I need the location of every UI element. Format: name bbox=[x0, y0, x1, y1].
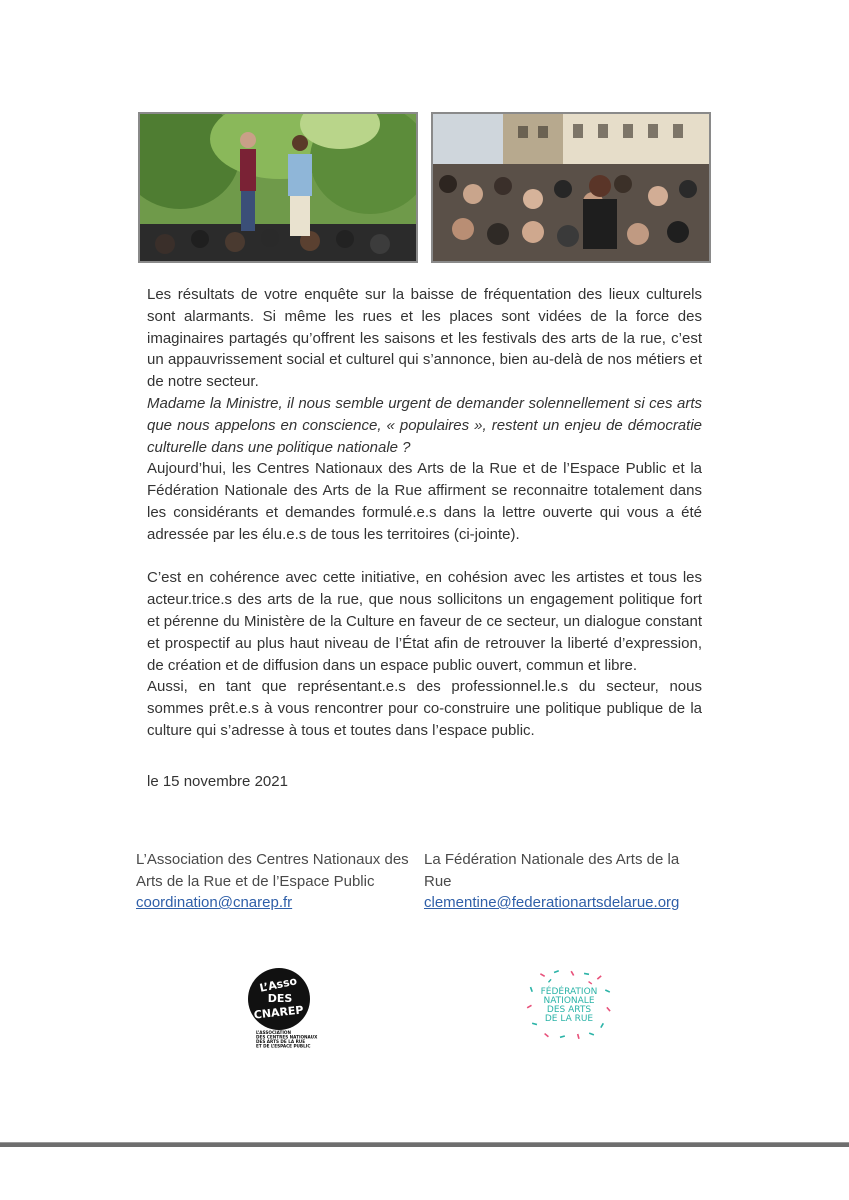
photo-performers-image bbox=[140, 114, 416, 261]
asso-logo-caption1: L’ASSOCIATION bbox=[256, 1030, 291, 1035]
fnar-logo-line3: DES ARTS bbox=[546, 1005, 592, 1015]
letter-date: le 15 novembre 2021 bbox=[147, 773, 288, 790]
paragraph-minister: Madame la Ministre, il nous semble urgent de demander solennellement si ces arts que nous appelons en conscience, « populaires », restent un enjeu de démocratie culturelle dans une politique nationale ? bbox=[147, 394, 702, 456]
signatory-cnarep bbox=[136, 849, 411, 914]
fnar-logo bbox=[526, 970, 612, 1040]
asso-logo-caption2: DES CENTRES NATIONAUX bbox=[256, 1034, 318, 1040]
fnar-logo-line1: FÉDÉRATION bbox=[540, 987, 598, 997]
signatory-fnar bbox=[424, 849, 709, 914]
asso-logo-line3: CNAREP bbox=[253, 1003, 305, 1022]
asso-logo-caption3: DES ARTS DE LA RUE bbox=[256, 1039, 306, 1044]
footer-divider bbox=[0, 1142, 849, 1147]
photo-crowd-image bbox=[433, 114, 709, 261]
asso-logo-line2: DES bbox=[267, 992, 293, 1005]
paragraph-engagement: C’est en cohérence avec cette initiative, en cohésion avec les artistes et tous les acteur.trice.s des arts de la rue, que nous sollicitons un engagement politique fort et pérenne du Ministère de la Culture en faveur de ce secteur, un dialogue constant et prospectif au plus haut niveau de l’État afin de retrouver la liberté d’expression, de création et de diffusion dans un espace public ouvert, commun et libre. bbox=[147, 569, 702, 674]
letter-body bbox=[147, 284, 702, 742]
paragraph-support: Aujourd’hui, les Centres Nationaux des Arts de la Rue et de l’Espace Public et la Fédération Nationale des Arts de la Rue affirment se reconnaitre totalement dans les considérants et demandes formulé.e.s dans la lettre ouverte qui vous a été adressée par les élu.e.s de tous les territoires (ci-jointe). bbox=[147, 460, 702, 543]
fnar-logo-line2: NATIONALE bbox=[543, 996, 595, 1006]
fnar-email-link[interactable]: clementine@federationartsdelarue.org bbox=[424, 894, 680, 911]
signatory-cnarep-name: L’Association des Centres Nationaux des Arts de la Rue et de l’Espace Public bbox=[136, 851, 409, 890]
paragraph-meeting: Aussi, en tant que représentant.e.s des professionnel.le.s du secteur, nous sommes prêt.e.s à vous rencontrer pour co-construire une politique publique de la culture qui s’adresse à tous et toutes dans l’espace public. bbox=[147, 678, 702, 739]
asso-cnarep-logo bbox=[246, 968, 318, 1048]
paragraph-survey: Les résultats de votre enquête sur la baisse de fréquentation des lieux culturels sont alarmants. Si même les rues et les places sont vidées de la force des imaginaires partagés qu’offrent les saisons et les festivals des arts de la rue, c’est un appauvrissement social et culturel qui s’annonce, bien au-delà de nos métiers et de notre secteur. bbox=[147, 286, 702, 391]
signatory-fnar-name: La Fédération Nationale des Arts de la Rue bbox=[424, 851, 680, 890]
asso-logo-caption4: ET DE L’ESPACE PUBLIC bbox=[256, 1043, 311, 1048]
fnar-logo-line4: DE LA RUE bbox=[544, 1014, 594, 1024]
asso-logo-line1: L’Asso bbox=[258, 974, 299, 995]
cnarep-email-link[interactable]: coordination@cnarep.fr bbox=[136, 894, 293, 911]
photo-performers bbox=[138, 112, 418, 263]
photo-crowd bbox=[431, 112, 711, 263]
